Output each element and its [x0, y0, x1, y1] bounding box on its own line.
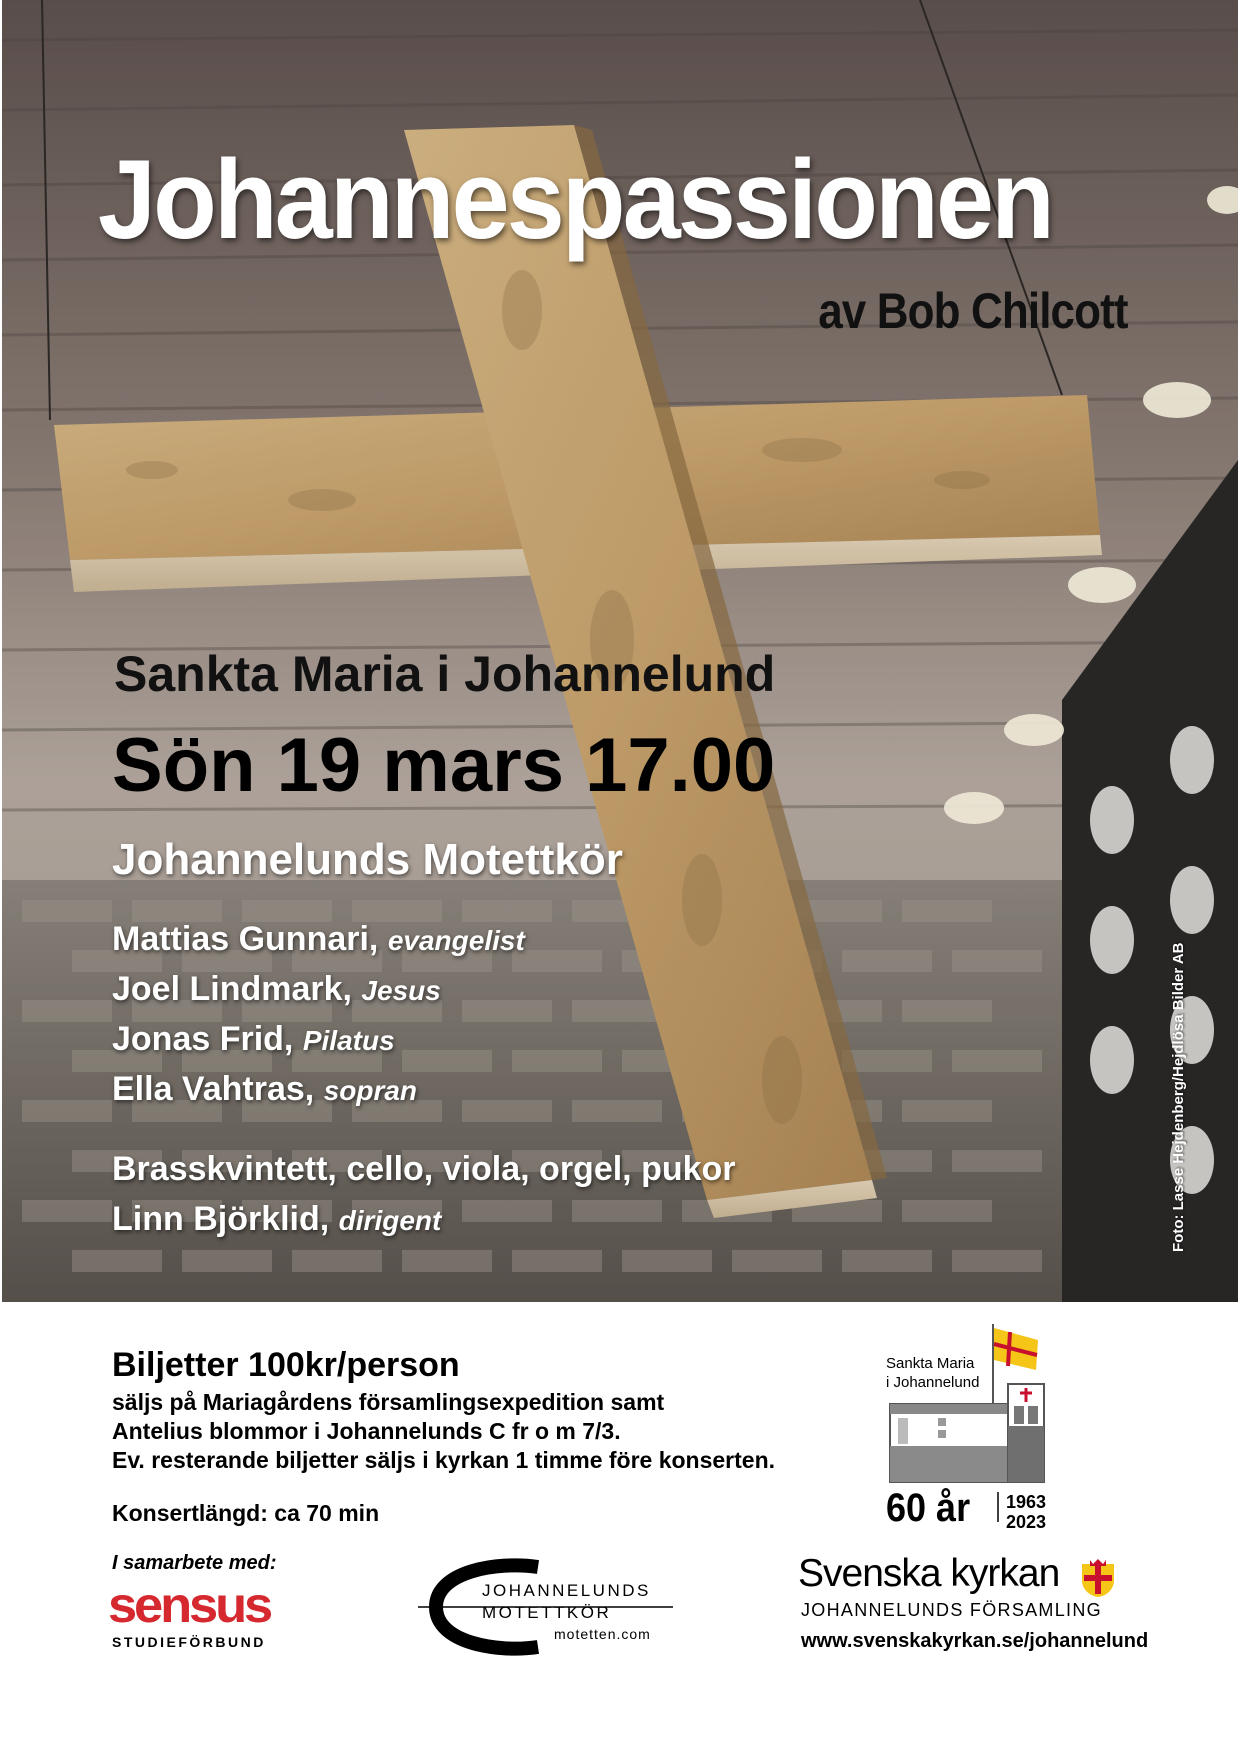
- church-url[interactable]: www.svenskakyrkan.se/johannelund: [801, 1630, 1149, 1652]
- ensemble-block: [112, 1150, 736, 1250]
- cast-list: [112, 920, 525, 1120]
- tickets-info: [112, 1388, 775, 1475]
- cast-name: Jonas Frid,: [112, 1020, 294, 1058]
- ensemble-line: Brasskvintett, cello, viola, orgel, pukor: [112, 1150, 736, 1188]
- anniversary-name-line1: Sankta Maria: [886, 1355, 975, 1372]
- cast-member: [112, 970, 525, 1020]
- conductor-line: [112, 1200, 736, 1250]
- cast-name: Ella Vahtras,: [112, 1070, 315, 1108]
- cast-member: [112, 1070, 525, 1120]
- cast-role: sopran: [323, 1075, 418, 1106]
- cast-role: evangelist: [387, 925, 525, 956]
- sensus-subtitle: STUDIEFÖRBUND: [112, 1634, 266, 1650]
- motettkor-url: motetten.com: [554, 1626, 651, 1642]
- poster-subtitle: av Bob Chilcott: [818, 283, 1128, 339]
- sensus-wordmark: sensus: [108, 1577, 271, 1633]
- motettkor-logo: [418, 1557, 678, 1657]
- poster-photo: [2, 0, 1238, 1302]
- poster-title: Johannespassionen: [98, 137, 1052, 262]
- cast-member: [112, 920, 525, 970]
- tickets-line: Ev. resterande biljetter säljs i kyrkan 1 timme före konserten.: [112, 1447, 776, 1473]
- anniversary-name-line2: i Johannelund: [886, 1374, 980, 1391]
- photo-credit: Foto: Lasse Hejdenberg/Hejdlösa Bilder AB: [1170, 942, 1187, 1252]
- choir-name: Johannelunds Motettkör: [112, 835, 623, 884]
- anniversary-logo: [880, 1322, 1080, 1532]
- concert-datetime: Sön 19 mars 17.00: [112, 723, 776, 808]
- conductor-role: dirigent: [338, 1205, 442, 1236]
- parish-name: JOHANNELUNDS FÖRSAMLING: [801, 1600, 1102, 1620]
- church-name: Svenska kyrkan: [798, 1552, 1060, 1595]
- tickets-line: säljs på Mariagårdens församlingsexpedition samt: [112, 1389, 665, 1415]
- cast-role: Pilatus: [302, 1025, 395, 1056]
- tickets-line: Antelius blommor i Johannelunds C fr o m 7/3.: [112, 1418, 621, 1444]
- venue: Sankta Maria i Johannelund: [114, 646, 776, 702]
- anniversary-year-end: 2023: [1006, 1512, 1047, 1532]
- motettkor-line1: JOHANNELUNDS: [482, 1581, 651, 1600]
- concert-duration: Konsertlängd: ca 70 min: [112, 1500, 380, 1526]
- motettkor-line2: MOTETTKÖR: [482, 1603, 612, 1622]
- tickets-heading: Biljetter 100kr/person: [112, 1346, 460, 1384]
- cast-name: Mattias Gunnari,: [112, 920, 379, 958]
- church-crown-cross-icon: [1078, 1558, 1118, 1598]
- conductor-name: Linn Björklid,: [112, 1200, 330, 1238]
- collaboration-label: I samarbete med:: [112, 1552, 277, 1574]
- anniversary-years: 60 år: [886, 1486, 971, 1530]
- cast-role: Jesus: [361, 975, 441, 1006]
- anniversary-year-start: 1963: [1006, 1492, 1047, 1512]
- cast-member: [112, 1020, 525, 1070]
- cast-name: Joel Lindmark,: [112, 970, 352, 1008]
- sensus-logo: [108, 1577, 283, 1650]
